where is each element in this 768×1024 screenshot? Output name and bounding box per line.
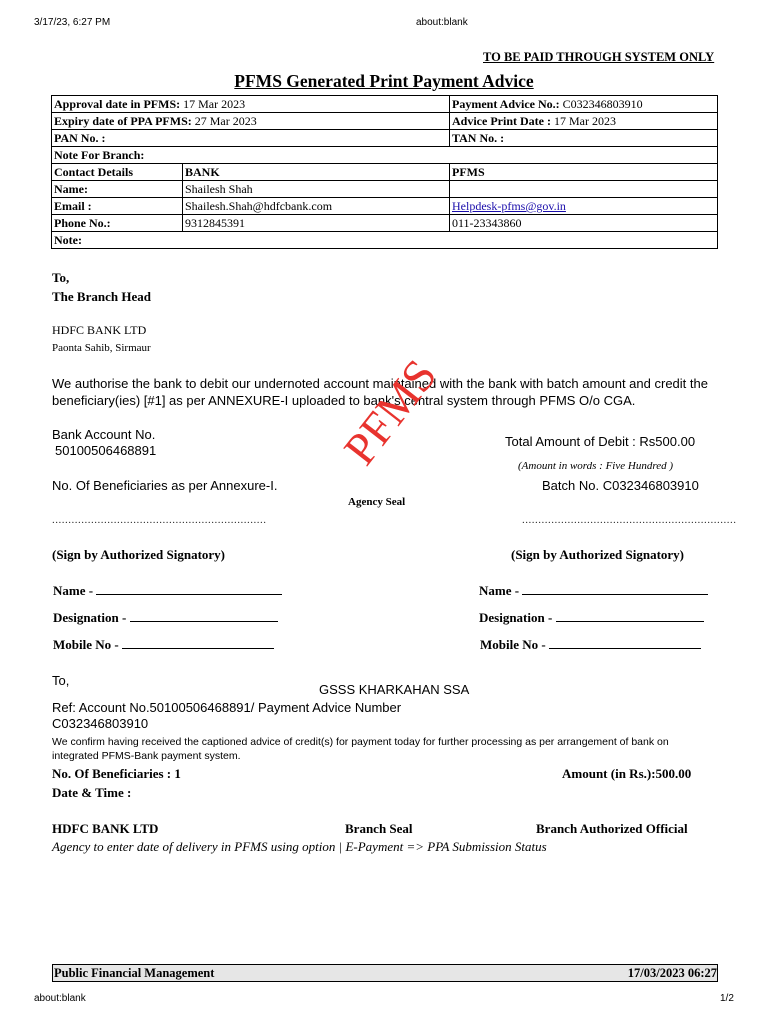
table-row (52, 232, 718, 249)
page-title: PFMS Generated Print Payment Advice (234, 71, 534, 91)
pfms-watermark: PFMS (333, 349, 447, 475)
mobile-field-left: Mobile No - (53, 636, 274, 653)
pfms-email-cell (450, 198, 718, 215)
authorisation-text: We authorise the bank to debit our undernoted account maintained with the bank with batch amount and credit the beneficiary(ies) [#1] as per ANNEXURE-I uploaded to bank's central system through PFMS O/o CGA. (52, 376, 708, 408)
reference-line: Ref: Account No.50100506468891/ Payment Advice Number (52, 700, 402, 715)
branch-authorized-official: Branch Authorized Official (536, 821, 688, 836)
bank-footer-name: HDFC BANK LTD (52, 821, 159, 836)
pan-cell: PAN No. : (52, 130, 450, 147)
table-row (52, 215, 718, 232)
agency-seal: Agency Seal (348, 496, 406, 508)
footer-timestamp: 17/03/2023 06:27 (627, 966, 717, 980)
sign-left-label: (Sign by Authorized Signatory) (52, 547, 225, 562)
footer-organisation: Public Financial Management (54, 966, 215, 980)
batch-number: Batch No. C032346803910 (542, 478, 699, 493)
name-label: Name: (52, 181, 183, 198)
agency-instruction: Agency to enter date of delivery in PFMS using option | E-Payment => PPA Submission Status (52, 839, 547, 854)
page-number: 1/2 (720, 993, 734, 1004)
branch-head: The Branch Head (52, 289, 151, 304)
table-row (52, 113, 718, 130)
salutation-to: To, (52, 270, 70, 285)
sign-right-label: (Sign by Authorized Signatory) (511, 547, 684, 562)
designation-field-right: Designation - (479, 609, 704, 626)
bank-place: Paonta Sahib, Sirmaur (52, 342, 151, 354)
expiry-date-cell: Expiry date of PPA PFMS: 27 Mar 2023 (52, 113, 450, 130)
approval-date-cell: Approval date in PFMS: 17 Mar 2023 (52, 96, 450, 113)
branch-seal: Branch Seal (345, 821, 413, 836)
pfms-email-link[interactable]: Helpdesk-pfms@gov.in (452, 199, 566, 213)
contact-details-header: Contact Details (52, 164, 183, 181)
total-debit: Total Amount of Debit : Rs500.00 (505, 434, 696, 449)
bank-contact-name: Shailesh Shah (183, 181, 450, 198)
print-date-header: 3/17/23, 6:27 PM (34, 17, 111, 28)
print-date-cell: Advice Print Date : 17 Mar 2023 (450, 113, 718, 130)
pfms-phone: 011-23343860 (450, 215, 718, 232)
designation-field-left: Designation - (53, 609, 278, 626)
phone-label: Phone No.: (52, 215, 183, 232)
recipient-name: GSSS KHARKAHAN SSA (319, 682, 470, 697)
date-time: Date & Time : (52, 785, 132, 800)
amount-rs: Amount (in Rs.):500.00 (562, 766, 692, 781)
table-row (52, 96, 718, 113)
amount-in-words: (Amount in words : Five Hundred ) (518, 460, 673, 472)
name-field-right: Name - (479, 582, 708, 599)
note-for-branch-cell: Note For Branch: (52, 147, 718, 164)
table-row (52, 130, 718, 147)
signature-line-left: .................................................................. (52, 514, 267, 526)
bank-account-number: 50100506468891 (55, 443, 157, 458)
salutation-to-2: To, (52, 673, 70, 688)
email-label: Email : (52, 198, 183, 215)
pfms-header: PFMS (450, 164, 718, 181)
bank-header: BANK (183, 164, 450, 181)
table-row (52, 147, 718, 164)
signature-line-right: .................................................................. (522, 514, 737, 526)
advice-info-table (51, 95, 718, 249)
name-field-left: Name - (53, 582, 282, 599)
bank-account-label: Bank Account No. (52, 427, 156, 442)
beneficiaries-annexure: No. Of Beneficiaries as per Annexure-I. (52, 478, 278, 493)
print-url-header: about:blank (416, 17, 468, 28)
pfms-contact-name (450, 181, 718, 198)
print-url-footer: about:blank (34, 993, 86, 1004)
bank-phone: 9312845391 (183, 215, 450, 232)
table-row (52, 164, 718, 181)
payment-note: TO BE PAID THROUGH SYSTEM ONLY (483, 50, 715, 64)
table-row (52, 198, 718, 215)
note-cell: Note: (52, 232, 718, 249)
mobile-field-right: Mobile No - (480, 636, 701, 653)
reference-advice-number: C032346803910 (52, 716, 149, 731)
tan-cell: TAN No. : (450, 130, 718, 147)
table-row (52, 181, 718, 198)
confirmation-text: We confirm having received the captioned advice of credit(s) for payment today for further processing as per arrangement of bank on integrated PFMS-Bank payment system. (52, 736, 669, 762)
bank-email: Shailesh.Shah@hdfcbank.com (183, 198, 450, 215)
footer-bar (52, 964, 718, 982)
bank-name: HDFC BANK LTD (52, 323, 147, 337)
beneficiaries-count: No. Of Beneficiaries : 1 (52, 766, 181, 781)
advice-number-cell: Payment Advice No.: C032346803910 (450, 96, 718, 113)
